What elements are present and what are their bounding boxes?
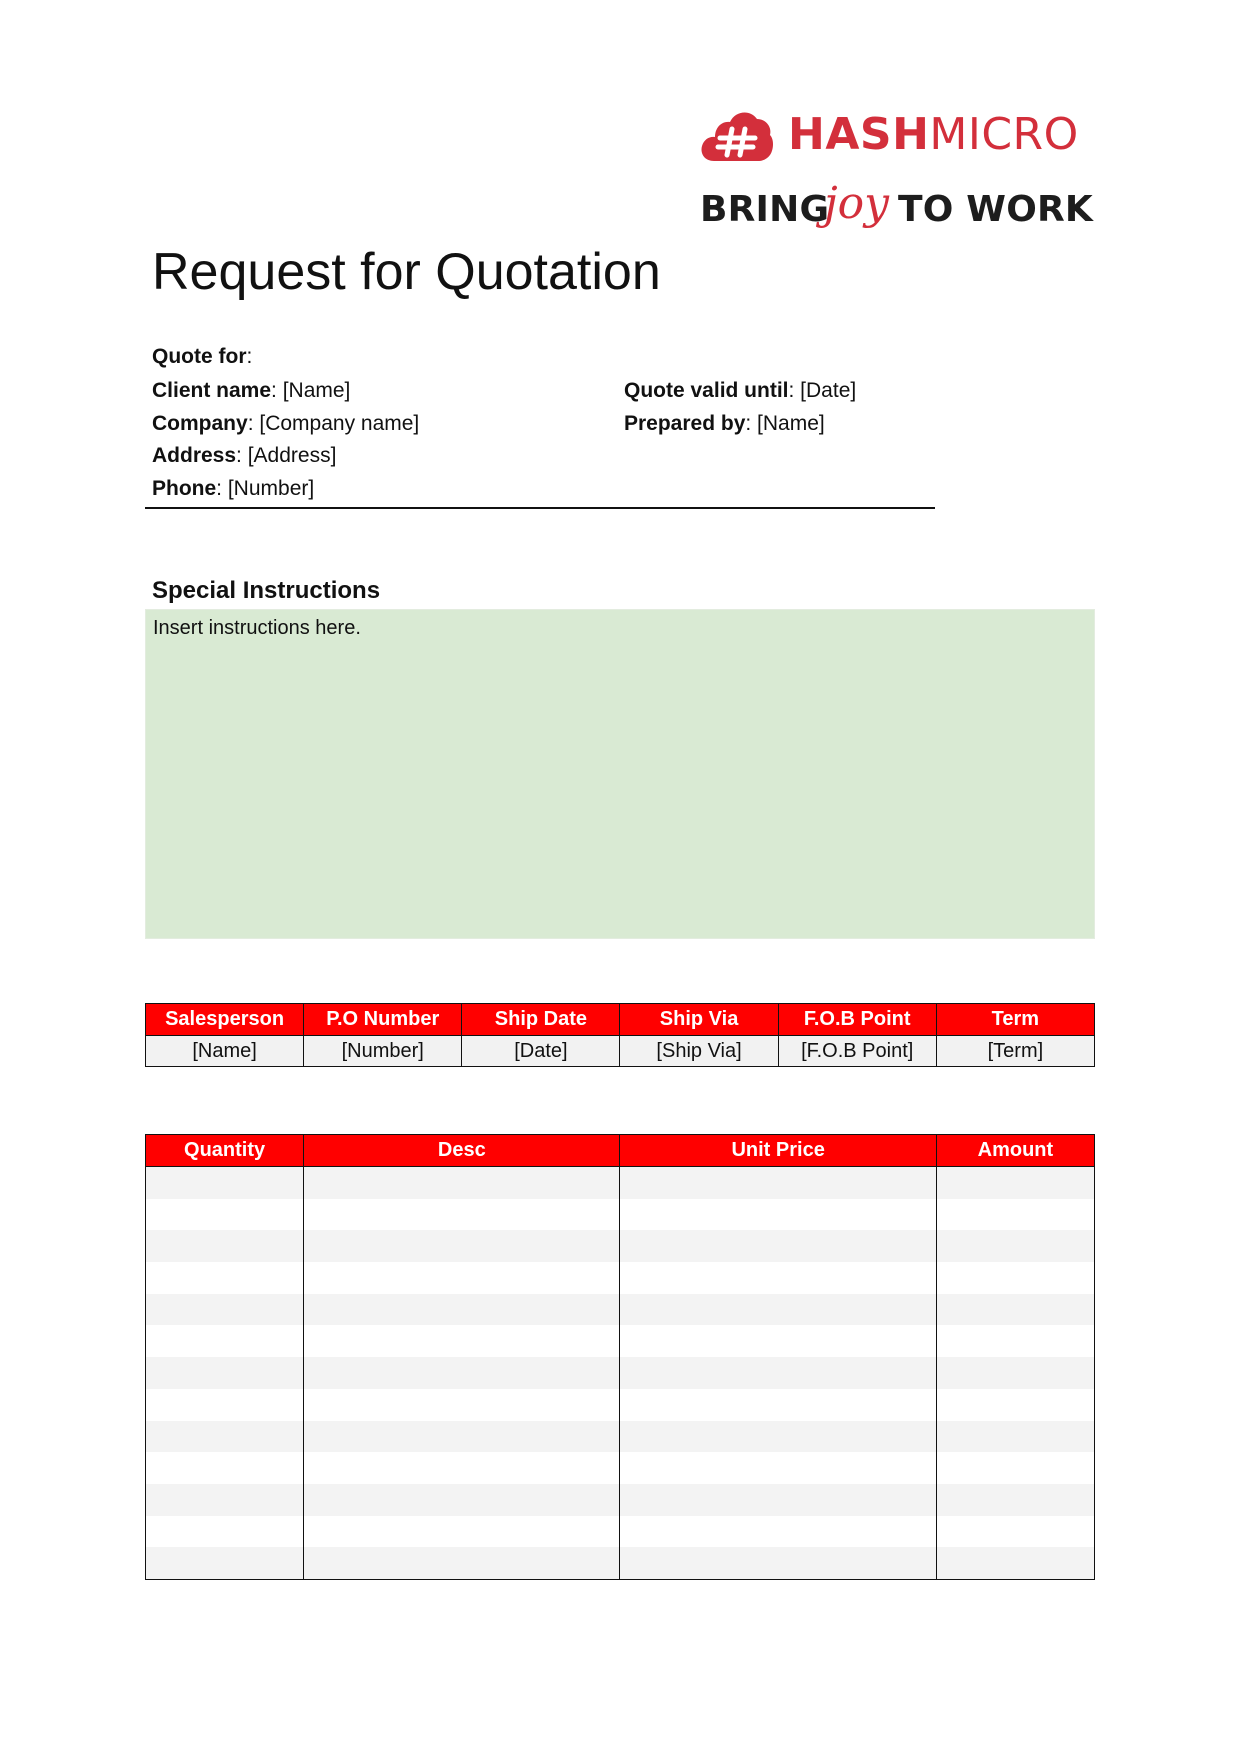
client-name-line (152, 380, 350, 401)
desc-cell[interactable] (304, 1325, 620, 1357)
prepared-by-label: Prepared by (624, 412, 746, 435)
unit-price-cell[interactable] (620, 1389, 936, 1421)
meta-value-row (146, 1036, 1095, 1067)
quote-for-label: Quote for (152, 345, 247, 368)
table-row (146, 1262, 1095, 1294)
desc-cell[interactable] (304, 1484, 620, 1516)
desc-cell[interactable] (304, 1547, 620, 1579)
unit-price-cell[interactable] (620, 1325, 936, 1357)
quote-for-heading (152, 346, 252, 367)
table-row (146, 1547, 1095, 1579)
desc-header: Desc (304, 1135, 620, 1167)
desc-cell[interactable] (304, 1167, 620, 1199)
valid-until-line (624, 380, 856, 401)
quantity-cell[interactable] (146, 1262, 304, 1294)
unit-price-cell[interactable] (620, 1452, 936, 1484)
meta-header-row (146, 1004, 1095, 1036)
company-logo (700, 104, 1100, 244)
client-name-label: Client name (152, 379, 272, 402)
amount-cell[interactable] (936, 1452, 1094, 1484)
quantity-cell[interactable] (146, 1357, 304, 1389)
table-row (146, 1357, 1095, 1389)
table-row (146, 1325, 1095, 1357)
table-row (146, 1230, 1095, 1262)
ship-via-cell[interactable]: [Ship Via] (620, 1036, 778, 1067)
salesperson-header: Salesperson (146, 1004, 304, 1036)
client-name-value[interactable]: : [Name] (271, 379, 351, 402)
amount-cell[interactable] (936, 1199, 1094, 1231)
unit-price-cell[interactable] (620, 1357, 936, 1389)
address-label: Address (152, 444, 237, 467)
tagline-script: joy (824, 178, 889, 229)
amount-header: Amount (936, 1135, 1094, 1167)
quantity-header: Quantity (146, 1135, 304, 1167)
unit-price-cell[interactable] (620, 1516, 936, 1548)
table-row (146, 1167, 1095, 1199)
amount-cell[interactable] (936, 1230, 1094, 1262)
desc-cell[interactable] (304, 1516, 620, 1548)
document-title: Request for Quotation (152, 243, 661, 301)
amount-cell[interactable] (936, 1484, 1094, 1516)
amount-cell[interactable] (936, 1167, 1094, 1199)
desc-cell[interactable] (304, 1452, 620, 1484)
phone-line (152, 478, 314, 499)
line-items-table (145, 1134, 1095, 1580)
brand-name-light: MICRO (929, 109, 1079, 160)
tagline-left: BRING (700, 189, 830, 230)
quantity-cell[interactable] (146, 1167, 304, 1199)
ship-date-header: Ship Date (462, 1004, 620, 1036)
address-value[interactable]: : [Address] (236, 444, 337, 467)
unit-price-cell[interactable] (620, 1230, 936, 1262)
unit-price-cell[interactable] (620, 1262, 936, 1294)
quantity-cell[interactable] (146, 1199, 304, 1231)
amount-cell[interactable] (936, 1547, 1094, 1579)
hashmicro-cloud-icon (700, 107, 774, 163)
desc-cell[interactable] (304, 1199, 620, 1231)
table-row (146, 1421, 1095, 1453)
special-instructions-box[interactable] (145, 609, 1095, 939)
quantity-cell[interactable] (146, 1325, 304, 1357)
phone-label: Phone (152, 477, 217, 500)
valid-until-label: Quote valid until (624, 379, 789, 402)
quote-for-suffix: : (246, 345, 253, 368)
quantity-cell[interactable] (146, 1547, 304, 1579)
quantity-cell[interactable] (146, 1484, 304, 1516)
unit-price-header: Unit Price (620, 1135, 936, 1167)
phone-value[interactable]: : [Number] (216, 477, 315, 500)
table-row (146, 1294, 1095, 1326)
address-line (152, 445, 336, 466)
unit-price-cell[interactable] (620, 1199, 936, 1231)
quantity-cell[interactable] (146, 1421, 304, 1453)
quantity-cell[interactable] (146, 1452, 304, 1484)
special-instructions-heading: Special Instructions (152, 577, 381, 604)
table-row (146, 1389, 1095, 1421)
prepared-by-value[interactable]: : [Name] (745, 412, 825, 435)
brand-name (788, 109, 1079, 160)
table-row (146, 1484, 1095, 1516)
amount-cell[interactable] (936, 1421, 1094, 1453)
table-row (146, 1516, 1095, 1548)
unit-price-cell[interactable] (620, 1167, 936, 1199)
special-instructions-text[interactable]: Insert instructions here. (153, 617, 361, 639)
amount-cell[interactable] (936, 1262, 1094, 1294)
desc-cell[interactable] (304, 1262, 620, 1294)
quantity-cell[interactable] (146, 1516, 304, 1548)
unit-price-cell[interactable] (620, 1484, 936, 1516)
desc-cell[interactable] (304, 1421, 620, 1453)
quantity-cell[interactable] (146, 1230, 304, 1262)
table-row (146, 1199, 1095, 1231)
amount-cell[interactable] (936, 1357, 1094, 1389)
term-cell[interactable]: [Term] (936, 1036, 1094, 1067)
items-header-row (146, 1135, 1095, 1167)
desc-cell[interactable] (304, 1389, 620, 1421)
quantity-cell[interactable] (146, 1294, 304, 1326)
company-value[interactable]: : [Company name] (247, 412, 420, 435)
amount-cell[interactable] (936, 1325, 1094, 1357)
fob-point-cell[interactable]: [F.O.B Point] (778, 1036, 936, 1067)
salesperson-cell[interactable]: [Name] (146, 1036, 304, 1067)
amount-cell[interactable] (936, 1294, 1094, 1326)
tagline-right: TO WORK (898, 189, 1094, 230)
unit-price-cell[interactable] (620, 1294, 936, 1326)
po-number-cell[interactable]: [Number] (304, 1036, 462, 1067)
ship-via-header: Ship Via (620, 1004, 778, 1036)
quantity-cell[interactable] (146, 1389, 304, 1421)
items-body (146, 1167, 1095, 1580)
valid-until-value[interactable]: : [Date] (788, 379, 857, 402)
desc-cell[interactable] (304, 1357, 620, 1389)
desc-cell[interactable] (304, 1294, 620, 1326)
brand-name-bold: HASH (788, 109, 930, 160)
company-label: Company (152, 412, 248, 435)
tagline (700, 178, 1100, 242)
company-line (152, 413, 419, 434)
po-number-header: P.O Number (304, 1004, 462, 1036)
info-divider (145, 507, 935, 509)
prepared-by-line (624, 413, 825, 434)
table-row (146, 1452, 1095, 1484)
order-meta-table (145, 1003, 1095, 1067)
amount-cell[interactable] (936, 1389, 1094, 1421)
fob-point-header: F.O.B Point (778, 1004, 936, 1036)
unit-price-cell[interactable] (620, 1421, 936, 1453)
unit-price-cell[interactable] (620, 1547, 936, 1579)
term-header: Term (936, 1004, 1094, 1036)
ship-date-cell[interactable]: [Date] (462, 1036, 620, 1067)
desc-cell[interactable] (304, 1230, 620, 1262)
amount-cell[interactable] (936, 1516, 1094, 1548)
